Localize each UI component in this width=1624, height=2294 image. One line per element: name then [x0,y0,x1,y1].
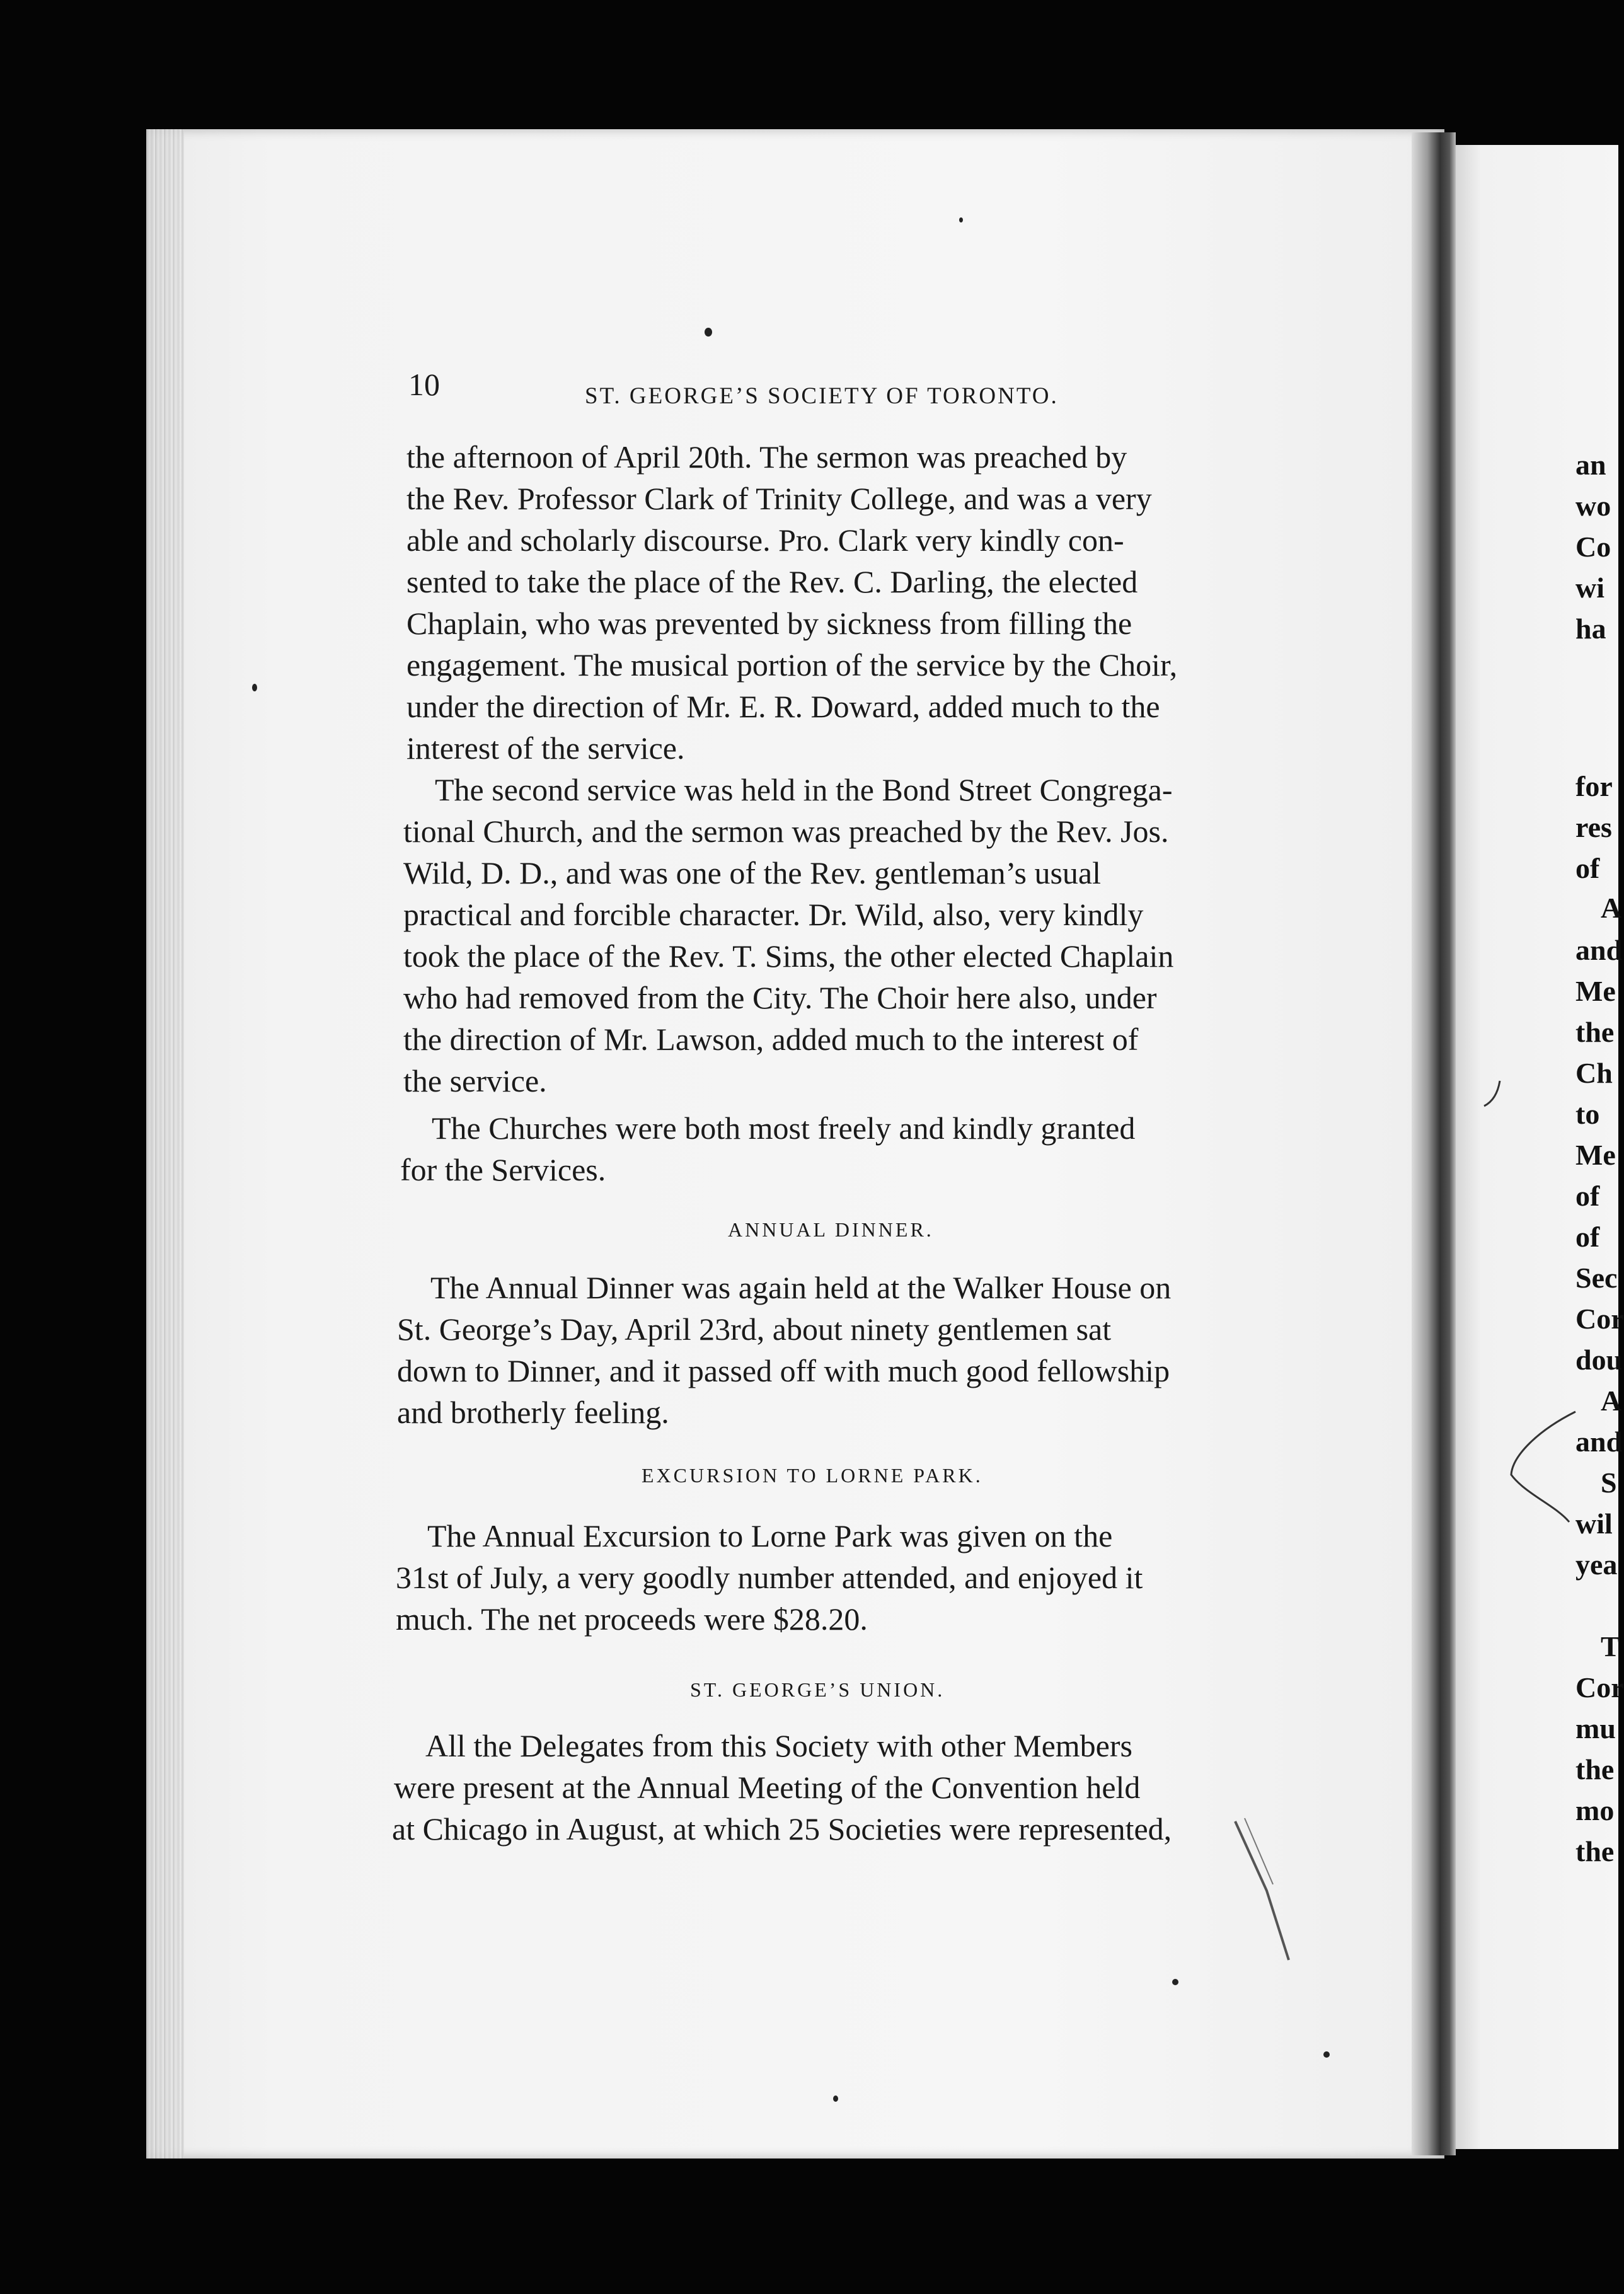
text-line: able and scholarly discourse. Pro. Clark very kindly con- [406,522,1124,558]
facing-page-fragment: wil [1575,1507,1613,1540]
ink-speck [833,2095,838,2102]
page-number: 10 [408,367,440,402]
text-line: who had removed from the City. The Choir here also, under [403,980,1157,1015]
facing-page-fragment: the [1575,1753,1615,1785]
facing-page-fragment: wo [1575,490,1611,522]
facing-page-fragment: of [1575,1180,1600,1212]
facing-page-fragment: Co [1575,531,1611,563]
scratch-mark [1229,1815,1304,1966]
facing-page-fragment: A [1601,892,1622,924]
facing-page-fragment: the [1575,1016,1615,1048]
text-line: under the direction of Mr. E. R. Doward, added much to the [406,689,1160,724]
facing-page-fragment: for [1575,770,1613,802]
facing-page-fragment: dou [1575,1344,1623,1376]
section-heading: ANNUAL DINNER. [728,1218,934,1241]
facing-page-fragment: the [1575,1835,1615,1867]
facing-page-fragment: A [1601,1385,1622,1417]
text-line: Chaplain, who was prevented by sickness from filling the [406,606,1132,641]
text-line: St. George’s Day, April 23rd, about ninety gentlemen sat [397,1311,1112,1347]
facing-page-fragment: mu [1575,1712,1616,1744]
facing-page-fragment: Cor [1575,1671,1624,1703]
ink-speck [705,328,712,337]
facing-page-fragment: Ch [1575,1057,1613,1089]
facing-page-fragment: of [1575,1221,1600,1253]
text-line: All the Delegates from this Society with other Members [425,1728,1132,1763]
facing-page-fragment: Me [1575,975,1616,1007]
facing-page-fragment: and [1575,934,1623,966]
facing-page-fragment: S [1601,1467,1617,1499]
text-line: tional Church, and the sermon was preached by the Rev. Jos. [403,814,1169,849]
text-line: and brotherly feeling. [397,1395,669,1430]
page-edge-stack [146,129,184,2159]
text-line: for the Services. [400,1152,606,1187]
facing-page-fragment: wi [1575,572,1604,604]
pencil-mark [1500,1405,1588,1525]
ink-speck [1323,2051,1330,2058]
text-line: much. The net proceeds were $28.20. [396,1601,868,1637]
text-line: The Churches were both most freely and kindly granted [432,1110,1136,1146]
section-heading: ST. GEORGE’S UNION. [690,1678,945,1701]
book-gutter [1412,132,1456,2155]
facing-page-fragment: T [1601,1630,1620,1663]
text-line: at Chicago in August, at which 25 Societies were represented, [392,1811,1172,1847]
text-line: The Annual Excursion to Lorne Park was given on the [427,1518,1113,1553]
text-line: down to Dinner, and it passed off with much good fellowship [397,1353,1170,1388]
text-line: sented to take the place of the Rev. C. Darling, the elected [406,564,1138,599]
text-line: the afternoon of April 20th. The sermon was preached by [406,439,1127,475]
pencil-tick [1481,1078,1506,1109]
facing-page-fragment: Cor [1575,1303,1624,1335]
facing-page-fragment: and [1575,1426,1623,1458]
ink-speck [252,684,257,691]
text-line: engagement. The musical portion of the service by the Choir, [406,647,1178,683]
facing-page-fragment: Sec [1575,1262,1618,1294]
section-heading: EXCURSION TO LORNE PARK. [642,1464,983,1487]
text-line: The Annual Dinner was again held at the Walker House on [430,1270,1172,1305]
facing-page-fragment: res [1575,811,1612,843]
facing-page-fragment: to [1575,1098,1600,1130]
text-line: interest of the service. [406,730,685,766]
text-line: Wild, D. D., and was one of the Rev. gentleman’s usual [403,855,1102,891]
facing-page-fragment: mo [1575,1794,1615,1826]
text-line: 31st of July, a very goodly number attended, and enjoyed it [396,1560,1143,1595]
text-line: practical and forcible character. Dr. Wild, also, very kindly [403,897,1144,932]
facing-page-fragment: of [1575,852,1600,884]
text-line: the Rev. Professor Clark of Trinity College, and was a very [406,481,1152,516]
text-line: the direction of Mr. Lawson, added much to the interest of [403,1022,1139,1057]
ink-speck [1172,1979,1178,1985]
facing-page-fragment: yea [1575,1548,1618,1581]
text-line: were present at the Annual Meeting of the Convention held [394,1770,1141,1805]
ink-speck [959,217,963,222]
facing-page-fragment: Me [1575,1139,1616,1171]
facing-page-fragment: ha [1575,613,1606,645]
text-line: the service. [403,1063,547,1098]
text-line: The second service was held in the Bond Street Congrega- [435,772,1173,807]
running-head: ST. GEORGE’S SOCIETY OF TORONTO. [585,383,1059,409]
facing-page-fragment: an [1575,449,1606,481]
text-line: took the place of the Rev. T. Sims, the other elected Chaplain [403,938,1174,974]
